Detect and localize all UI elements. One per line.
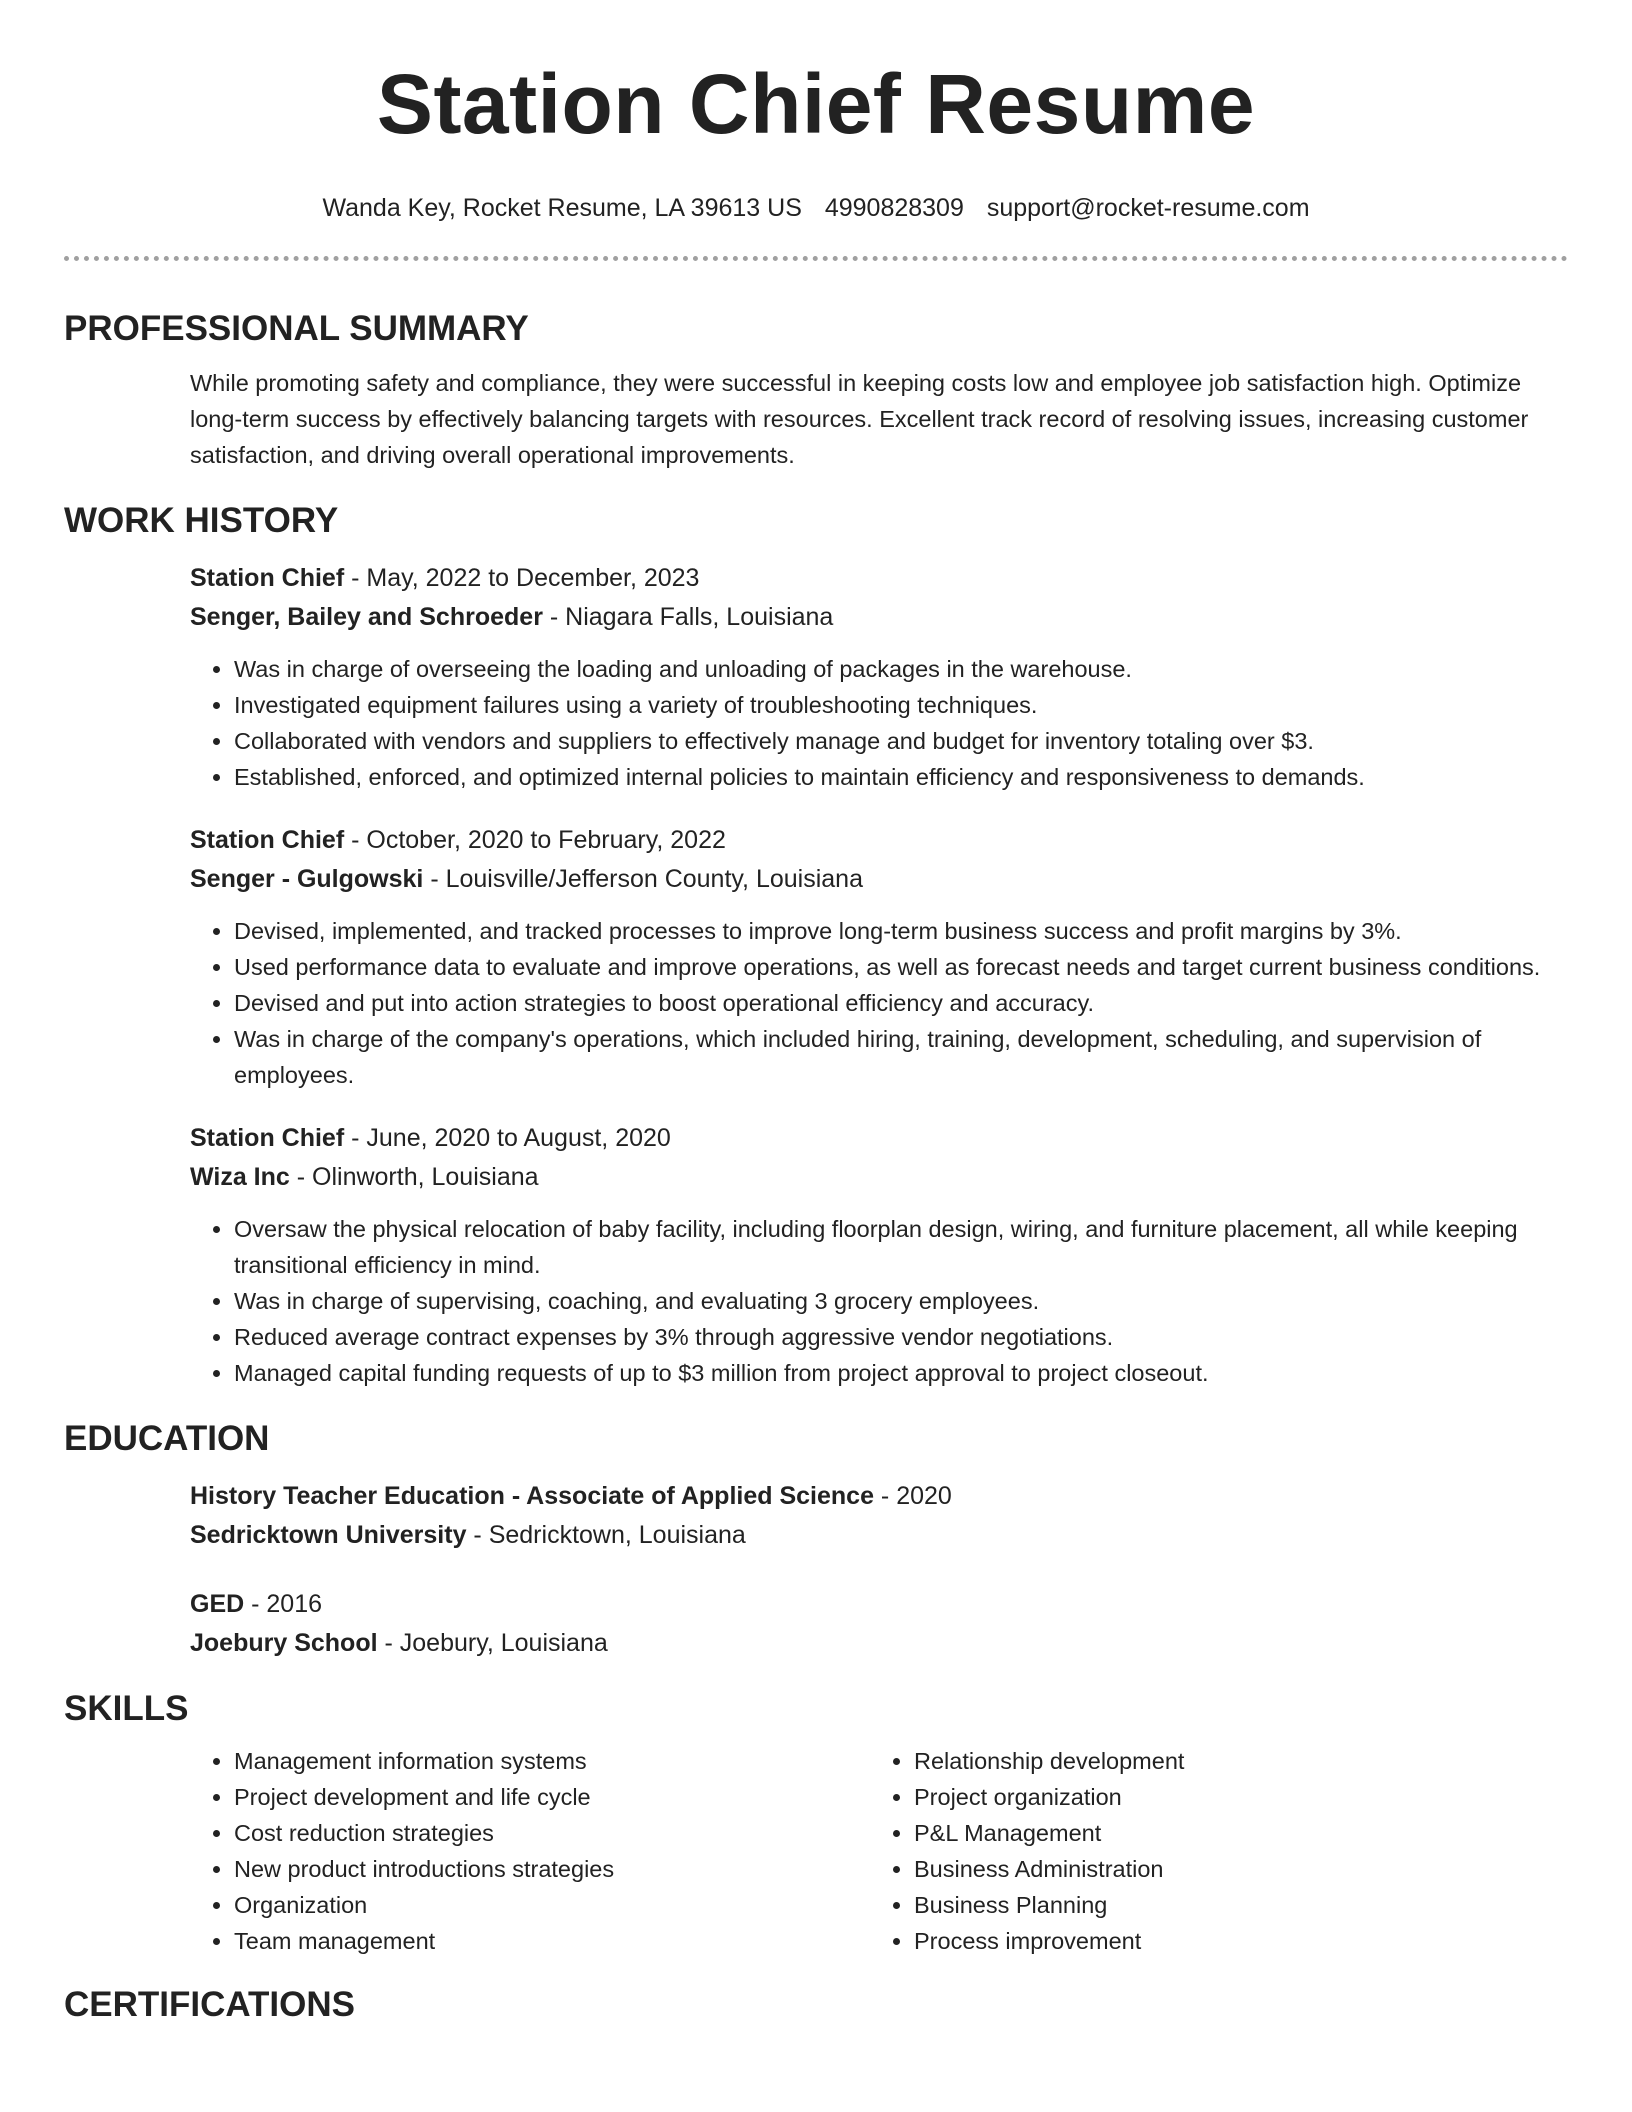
job-title-line: [190, 559, 1568, 598]
job-company: Senger, Bailey and Schroeder: [190, 603, 543, 631]
skill-item: • Project organization: [914, 1779, 1550, 1815]
education-location: - Joebury, Louisiana: [377, 1629, 608, 1657]
contact-line: [0, 192, 1632, 224]
skills-column-left: [190, 1743, 870, 1959]
skill-item: • Business Planning: [914, 1887, 1550, 1923]
summary-heading: PROFESSIONAL SUMMARY: [64, 309, 529, 348]
skill-item: • Management information systems: [234, 1743, 870, 1779]
job-bullet: • Was in charge of overseeing the loading and unloading of packages in the warehouse.: [234, 651, 1568, 687]
certifications-section: [64, 1983, 1568, 2027]
job-bullets: [190, 913, 1568, 1093]
job-entry: [190, 1119, 1568, 1391]
job-dates: - May, 2022 to December, 2023: [344, 564, 700, 592]
education-entry: [190, 1477, 1568, 1555]
education-location: - Sedricktown, Louisiana: [466, 1521, 746, 1549]
skill-item: • Cost reduction strategies: [234, 1815, 870, 1851]
skills-list-right: [870, 1743, 1550, 1959]
work-history-section: [64, 499, 1568, 1391]
contact-address: Wanda Key, Rocket Resume, LA 39613 US: [322, 194, 802, 222]
skills-columns: [190, 1743, 1568, 1959]
education-year: - 2016: [244, 1590, 323, 1618]
summary-body: [190, 365, 1568, 473]
skill-item: • P&L Management: [914, 1815, 1550, 1851]
summary-text: While promoting safety and compliance, they were successful in keeping costs low and employee job satisfaction high. Optimize long-term success by effectively balancing targets with resources. Excellent track record of resolving issues, increasing customer satisfaction, and driving overall operational improvements.: [190, 370, 1529, 468]
education-degree: History Teacher Education - Associate of Applied Science: [190, 1482, 874, 1510]
job-bullet: • Managed capital funding requests of up to $3 million from project approval to project closeout.: [234, 1355, 1568, 1391]
resume-title: Station Chief Resume: [376, 57, 1256, 151]
work-history-body: [190, 559, 1568, 1391]
education-degree-line: [190, 1585, 1568, 1624]
education-section: [64, 1417, 1568, 1663]
job-title: Station Chief: [190, 564, 345, 592]
education-school: Joebury School: [190, 1629, 378, 1657]
job-entry: [190, 821, 1568, 1093]
certifications-heading: CERTIFICATIONS: [64, 1985, 356, 2024]
header-divider: [64, 256, 1568, 261]
skills-heading: SKILLS: [64, 1689, 189, 1728]
contact-phone: 4990828309: [824, 194, 964, 222]
education-body: [190, 1477, 1568, 1663]
job-company-line: [190, 598, 1568, 637]
summary-section: [64, 307, 1568, 473]
job-title-line: [190, 1119, 1568, 1158]
job-location: - Olinworth, Louisiana: [289, 1163, 539, 1191]
job-bullets: [190, 651, 1568, 795]
job-bullet: • Established, enforced, and optimized internal policies to maintain efficiency and responsiveness to demands.: [234, 759, 1568, 795]
job-company-line: [190, 1158, 1568, 1197]
job-company-line: [190, 860, 1568, 899]
job-company: Senger - Gulgowski: [190, 865, 424, 893]
job-entry: [190, 559, 1568, 795]
job-bullets: [190, 1211, 1568, 1391]
job-bullet: • Used performance data to evaluate and improve operations, as well as forecast needs and target current business conditions.: [234, 949, 1568, 985]
contact-email: support@rocket-resume.com: [986, 194, 1310, 222]
skills-section: [64, 1687, 1568, 1959]
job-bullet: • Was in charge of supervising, coaching, and evaluating 3 grocery employees.: [234, 1283, 1568, 1319]
job-location: - Louisville/Jefferson County, Louisiana: [423, 865, 863, 893]
job-bullet: • Investigated equipment failures using a variety of troubleshooting techniques.: [234, 687, 1568, 723]
skill-item: • Relationship development: [914, 1743, 1550, 1779]
education-degree-line: [190, 1477, 1568, 1516]
job-title: Station Chief: [190, 1124, 345, 1152]
job-bullet: • Oversaw the physical relocation of baby facility, including floorplan design, wiring, and furniture placement, all while keeping transitional efficiency in mind.: [234, 1211, 1568, 1283]
job-bullet: • Devised, implemented, and tracked processes to improve long-term business success and profit margins by 3%.: [234, 913, 1568, 949]
job-location: - Niagara Falls, Louisiana: [542, 603, 834, 631]
skill-item: • Process improvement: [914, 1923, 1550, 1959]
education-school: Sedricktown University: [190, 1521, 467, 1549]
education-school-line: [190, 1624, 1568, 1663]
job-bullet: • Reduced average contract expenses by 3% through aggressive vendor negotiations.: [234, 1319, 1568, 1355]
skills-body: [190, 1743, 1568, 1959]
education-year: - 2020: [873, 1482, 952, 1510]
job-dates: - October, 2020 to February, 2022: [344, 826, 726, 854]
job-dates: - June, 2020 to August, 2020: [344, 1124, 671, 1152]
education-degree: GED: [190, 1590, 245, 1618]
education-heading: EDUCATION: [64, 1419, 270, 1458]
skills-column-right: [870, 1743, 1550, 1959]
education-entry: [190, 1585, 1568, 1663]
education-school-line: [190, 1516, 1568, 1555]
job-bullet: • Collaborated with vendors and suppliers to effectively manage and budget for inventory totaling over $3.: [234, 723, 1568, 759]
skill-item: • New product introductions strategies: [234, 1851, 870, 1887]
job-bullet: • Devised and put into action strategies to boost operational efficiency and accuracy.: [234, 985, 1568, 1021]
skill-item: • Project development and life cycle: [234, 1779, 870, 1815]
job-title: Station Chief: [190, 826, 345, 854]
job-bullet: • Was in charge of the company's operations, which included hiring, training, development, scheduling, and supervision of employees.: [234, 1021, 1568, 1093]
job-title-line: [190, 821, 1568, 860]
skill-item: • Business Administration: [914, 1851, 1550, 1887]
skill-item: • Team management: [234, 1923, 870, 1959]
skills-list-left: [190, 1743, 870, 1959]
resume-header: [0, 0, 1632, 224]
skill-item: • Organization: [234, 1887, 870, 1923]
work-history-heading: WORK HISTORY: [64, 501, 339, 540]
job-company: Wiza Inc: [190, 1163, 290, 1191]
